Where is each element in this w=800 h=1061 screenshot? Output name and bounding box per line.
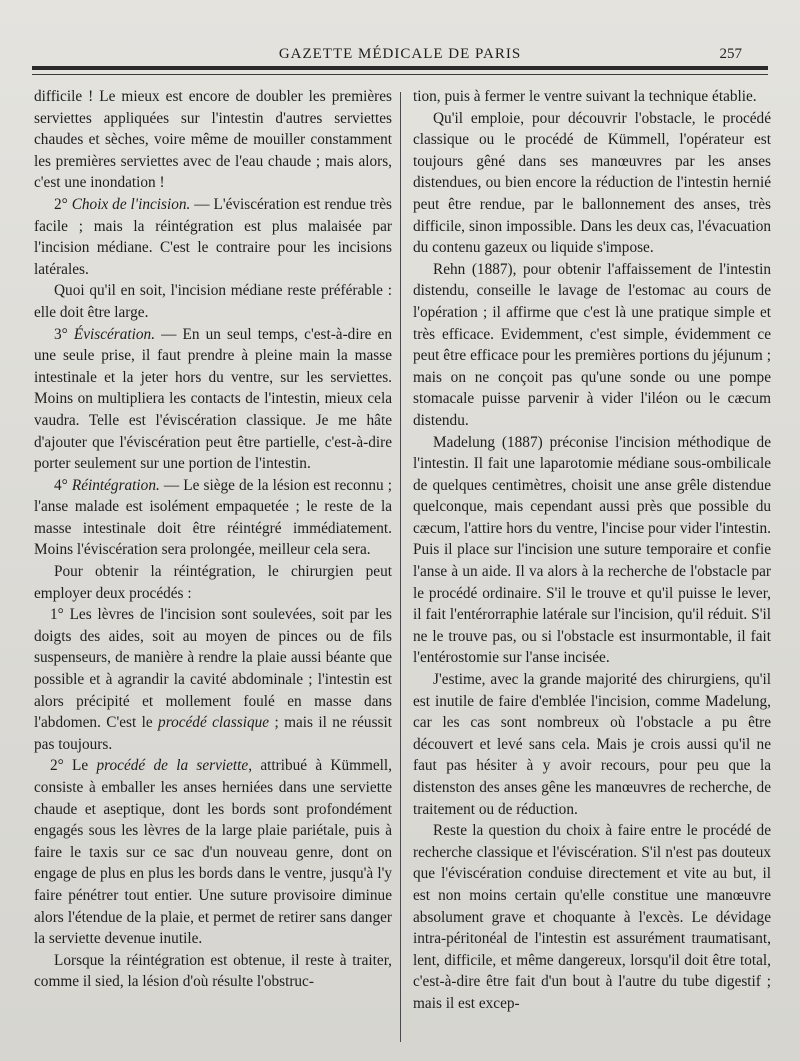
section-number: 3° (54, 325, 74, 343)
section-choix-incision (34, 194, 392, 280)
paragraph-text: — Le siège de la lésion est reconnu ; l'anse malade est isolément empaquetée ; le reste de la masse intestinale doit être réintégré immédiatement. Moins l'éviscération sera prolongée, meilleur cela sera. (34, 476, 392, 559)
emphasis: procédé de la serviette (96, 757, 249, 775)
paragraph: difficile ! Le mieux est encore de doubler les premières serviettes appliquées sur l'intestin d'autres serviettes chaudes et sèches, voire même de mouiller constamment les premières serviettes avec de l'eau chaude ; mais alors, c'est une inondation ! (34, 88, 392, 192)
section-heading: Éviscération. (73, 325, 156, 343)
section-heading: Choix de l'incision. (71, 195, 191, 213)
paragraph: Lorsque la réintégration est obtenue, il reste à traiter, comme il sied, la lésion d'où résulte l'obstruc- (34, 951, 392, 991)
paragraph: J'estime, avec la grande majorité des chirurgiens, qu'il est inutile de faire d'emblée l'incision, comme Madelung, car les cas sont nombreux où l'obstacle a pu être découvert et levé sans cela. Mais je crois aussi qu'il ne faut pas hésiter à y avoir recours, pour peu que la distenston des anses gêne les manœuvres de recherche, de traitement ou de réduction. (413, 671, 771, 818)
left-column (34, 86, 392, 993)
list-item-procede-serviette (34, 755, 392, 949)
paragraph-text: 2° Le (50, 757, 97, 775)
right-column (413, 86, 771, 1015)
section-number: 2° (54, 195, 72, 213)
page-number: 257 (719, 46, 742, 62)
section-evisceration (34, 324, 392, 475)
paragraph: Rehn (1887), pour obtenir l'affaissement de l'intestin distendu, conseille le lavage de l'estomac au cours de l'opération ; il affirme que c'est là une pratique simple et très efficace. Evidemment, c'est simple, évidemment ce peut être efficace pour les premières portions du jéjunum ; mais on ne conçoit pas qu'une sonde ou une pompe stomacale puisse parvenir à vider l'iléon ou le cæcum distendu. (413, 260, 771, 429)
header-rule-thin (32, 74, 768, 75)
paragraph: Pour obtenir la réintégration, le chirurgien peut employer deux procédés : (34, 563, 392, 602)
paragraph: Reste la question du choix à faire entre le procédé de recherche classique et l'éviscération. S'il n'est pas douteux que l'éviscération conduise directement et vite au but, il est non moins certain qu'elle constitue une manœuvre absolument grave et choquante à l'excès. Le dévidage intra-péritonéal de l'intestin est assurément traumatisant, lent, difficile, et même dangereux, lorsqu'il doit être total, c'est-à-dire être fait d'un bout à l'autre du tube digestif ; mais il est excep- (413, 822, 771, 1012)
paragraph-text: — L'éviscération est rendue très facile ; mais la réintégration est plus malaisée par l'incision médiane. C'est le contraire pour les incisions latérales. (34, 195, 392, 278)
section-heading: Réintégration. (71, 476, 160, 494)
paragraph-text: 1° Les lèvres de l'incision sont soulevées, soit par les doigts des aides, soit au moyen de pinces ou de fils suspenseurs, de manière à rendre la plaie aussi béante que possible et à agrandir la cavité abdominale ; l'intestin est alors précipité et mollement foulé en masse dans l'abdomen. C'est le (34, 606, 392, 732)
page-header (30, 44, 770, 66)
paragraph: Qu'il emploie, pour découvrir l'obstacle, le procédé classique ou le procédé de Kümmell, l'opérateur est toujours gêné dans ses manœuvres par les anses distendues, ou bien encore la réduction de l'intestin hernié peut être rendue, par le ballonnement des anses, très difficile, sinon impossible. Dans les deux cas, l'évacuation du contenu gazeux ou liquide s'impose. (413, 109, 771, 257)
paragraph-text: — En un seul temps, c'est-à-dire en une seule prise, il faut prendre à pleine main la masse intestinale et la jeter hors du ventre, sur les serviettes. Moins on multipliera les contacts de l'intestin, mieux cela vaudra. Telle est l'éviscération classique. Je me hâte d'ajouter que l'éviscération peut être partielle, c'est-à-dire porter seulement sur une portion de l'intestin. (34, 325, 392, 473)
column-divider (400, 92, 401, 1042)
section-reintegration (34, 475, 392, 561)
list-item-procede-classique (34, 604, 392, 755)
running-title: GAZETTE MÉDICALE DE PARIS (278, 46, 522, 62)
paragraph: tion, puis à fermer le ventre suivant la technique établie. (413, 88, 757, 105)
header-rule-thick (32, 66, 768, 70)
emphasis: procédé classique (158, 714, 270, 732)
paragraph: Quoi qu'il en soit, l'incision médiane reste préférable : elle doit être large. (34, 282, 392, 321)
paragraph-text: ; mais il ne réussit pas toujours. (34, 714, 392, 753)
paragraph-text: , attribué à Kümmell, consiste à emballer les anses herniées dans une serviette chaude et aseptique, dont les bords sont profondément engagés sous les lèvres de la large plaie pariétale, puis à faire le taxis sur ce sac d'un nouveau genre, dont on engage de plus en plus les bords dans le ventre, jusqu'à l'y faire pénétrer tout entier. Une suture provisoire diminue alors l'étendue de la plaie, et permet de retirer sans danger la serviette devenue inutile. (34, 757, 392, 948)
section-number: 4° (54, 476, 72, 494)
paragraph: Madelung (1887) préconise l'incision méthodique de l'intestin. Il fait une laparotomie médiane sous-ombilicale de quelques centimètres, choisit une anse grêle distendue quelconque, mais cependant aussi près que possible du cæcum, l'attire hors du ventre, l'incise pour vider l'intestin. Puis il place sur l'incision une suture temporaire et confie l'anse à un aide. Il va alors à la recherche de l'obstacle par le procédé ordinaire. S'il le trouve et qu'il puisse le lever, il fait l'entérorraphie latérale sur l'incision, qu'il réduit. S'il ne le trouve pas, ou si l'obstacle est insurmontable, il fait l'entérostomie sur l'anse incisée. (413, 433, 771, 667)
